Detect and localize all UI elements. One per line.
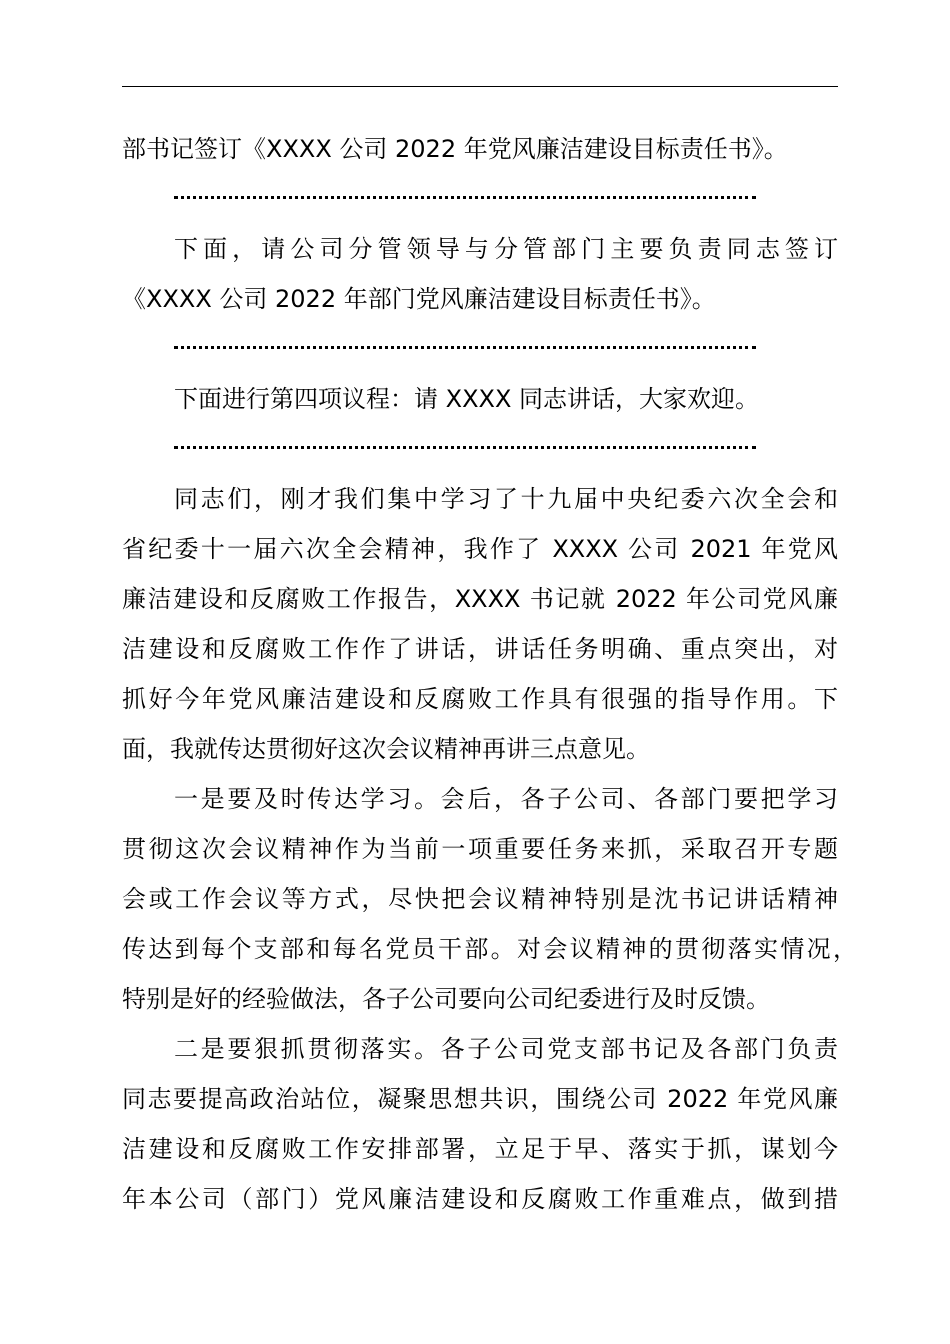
text-line: 传达到每个支部和每名党员干部。对会议精神的贯彻落实情况， xyxy=(122,935,857,963)
text-line: 同志要提高政治站位，凝聚思想共识，围绕公司 2022 年党风廉 xyxy=(122,1085,838,1113)
ellipsis-divider xyxy=(174,446,756,449)
text-line: 《XXXX 公司 2022 年部门党风廉洁建设目标责任书》。 xyxy=(122,285,716,313)
text-line: 特别是好的经验做法，各子公司要向公司纪委进行及时反馈。 xyxy=(122,985,770,1013)
text-line: 洁建设和反腐败工作作了讲话，讲话任务明确、重点突出，对 xyxy=(122,635,838,663)
ellipsis-divider xyxy=(174,196,756,199)
text-line: 面，我就传达贯彻好这次会议精神再讲三点意见。 xyxy=(122,735,650,763)
text-line: 会或工作会议等方式，尽快把会议精神特别是沈书记讲话精神 xyxy=(122,885,838,913)
ellipsis-divider xyxy=(174,346,756,349)
header-rule xyxy=(122,86,838,87)
text-line: 廉洁建设和反腐败工作报告，XXXX 书记就 2022 年公司党风廉 xyxy=(122,585,838,613)
text-line: 年本公司（部门）党风廉洁建设和反腐败工作重难点，做到措 xyxy=(122,1185,838,1213)
text-line: 洁建设和反腐败工作安排部署，立足于早、落实于抓，谋划今 xyxy=(122,1135,838,1163)
paragraph-first-line: 二是要狠抓贯彻落实。各子公司党支部书记及各部门负责 xyxy=(174,1035,838,1063)
text-line: 贯彻这次会议精神作为当前一项重要任务来抓，采取召开专题 xyxy=(122,835,838,863)
paragraph-first-line: 一是要及时传达学习。会后，各子公司、各部门要把学习 xyxy=(174,785,838,813)
text-line: 省纪委十一届六次全会精神，我作了 XXXX 公司 2021 年党风 xyxy=(122,535,838,563)
text-line: 部书记签订《XXXX 公司 2022 年党风廉洁建设目标责任书》。 xyxy=(122,135,788,163)
paragraph-first-line: 下面进行第四项议程：请 XXXX 同志讲话，大家欢迎。 xyxy=(174,385,760,413)
paragraph-first-line: 下面，请公司分管领导与分管部门主要负责同志签订 xyxy=(174,235,838,263)
text-line: 抓好今年党风廉洁建设和反腐败工作具有很强的指导作用。下 xyxy=(122,685,838,713)
paragraph-first-line: 同志们，刚才我们集中学习了十九届中央纪委六次全会和 xyxy=(174,485,838,513)
